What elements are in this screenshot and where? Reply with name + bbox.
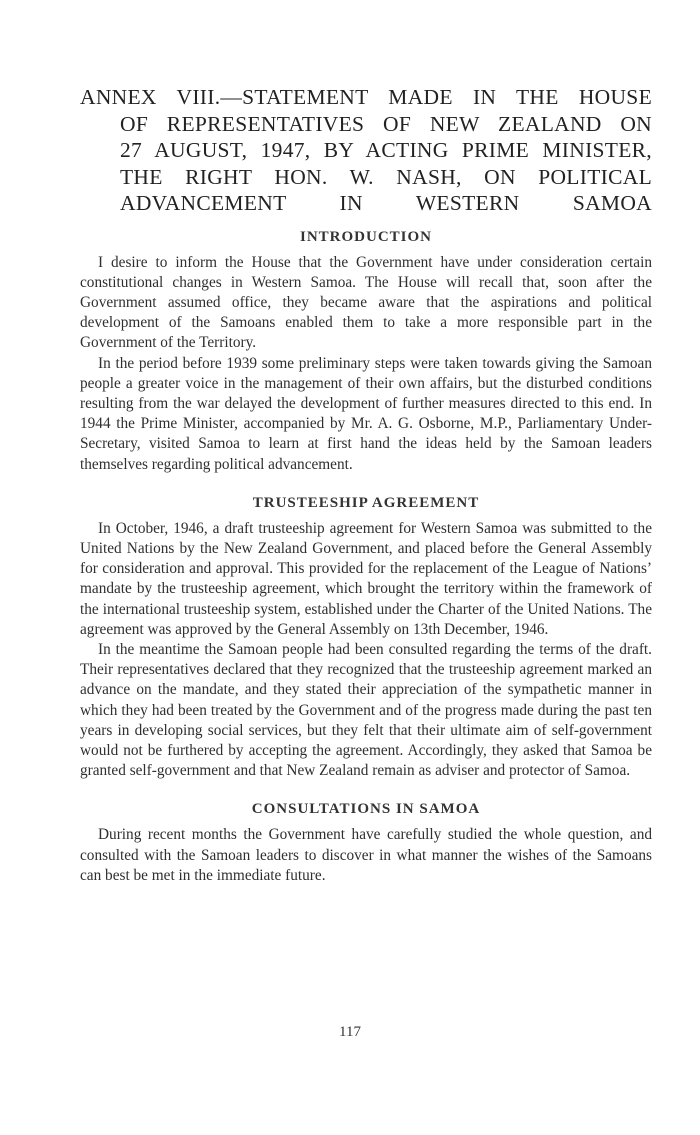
section-heading-introduction: INTRODUCTION bbox=[299, 228, 432, 245]
page-number: 117 bbox=[339, 1024, 361, 1040]
section-heading-consultations-in-samoa: CONSULTATIONS IN SAMOA bbox=[251, 801, 481, 818]
paragraph: I desire to inform the House that the Government have under consideration certain constitutional changes in Western Samoa. The House will recall that, soon after the Government assumed office, they became aware that the aspirations and political development of the Samoans enabled them to take a more responsible part in the Government of the Territory. bbox=[80, 253, 652, 352]
paragraph: During recent months the Government have carefully studied the whole question, and consulted with the Samoan leaders to discover in what manner the wishes of the Samoans can best be met in the immediate future. bbox=[80, 826, 652, 884]
title-line-4: THE RIGHT HON. W. NASH, ON POLITICAL bbox=[120, 164, 652, 189]
document-title bbox=[80, 84, 652, 217]
title-line-1: ANNEX VIII.—STATEMENT MADE IN THE HOUSE bbox=[80, 85, 652, 109]
paragraph: In the meantime the Samoan people had been consulted regarding the terms of the draft. Their representatives declared that they recognized that the trusteeship agreement marked an advance on the mandate, and they stated their appreciation of the sympathetic manner in which they had been treated by the Government and of the progress made during the past ten years in developing social services, but they felt that their ultimate aim of self-government would not be furthered by accepting the agreement. Accordingly, they asked that Samoa be granted self-government and that New Zealand remain as adviser and protector of Samoa. bbox=[80, 640, 652, 780]
document-page bbox=[80, 84, 652, 886]
title-line-3: 27 AUGUST, 1947, BY ACTING PRIME MINISTER, bbox=[120, 138, 652, 162]
paragraph: In October, 1946, a draft trusteeship agreement for Western Samoa was submitted to the United Nations by the New Zealand Government, and placed before the General Assembly for consideration and approval. This provided for the replacement of the League of Nations’ mandate by the trusteeship agreement, which brought the territory within the framework of the international trusteeship system, established under the Charter of the United Nations. The agreement was approved by the General Assembly on 13th December, 1946. bbox=[80, 519, 652, 638]
section-heading-trusteeship-agreement: TRUSTEESHIP AGREEMENT bbox=[252, 494, 480, 511]
title-line-2: OF REPRESENTATIVES OF NEW ZEALAND ON bbox=[120, 111, 652, 136]
title-line-5: ADVANCEMENT IN WESTERN SAMOA bbox=[120, 191, 652, 215]
paragraph: In the period before 1939 some preliminary steps were taken towards giving the Samoan people a greater voice in the management of their own affairs, but the disturbed conditions resulting from the war delayed the development of further measures directed to this end. In 1944 the Prime Minister, accompanied by Mr. A. G. Osborne, M.P., Parliamentary Under-Secretary, visited Samoa to learn at first hand the ideas held by the Samoan leaders themselves regarding political advancement. bbox=[80, 354, 652, 473]
